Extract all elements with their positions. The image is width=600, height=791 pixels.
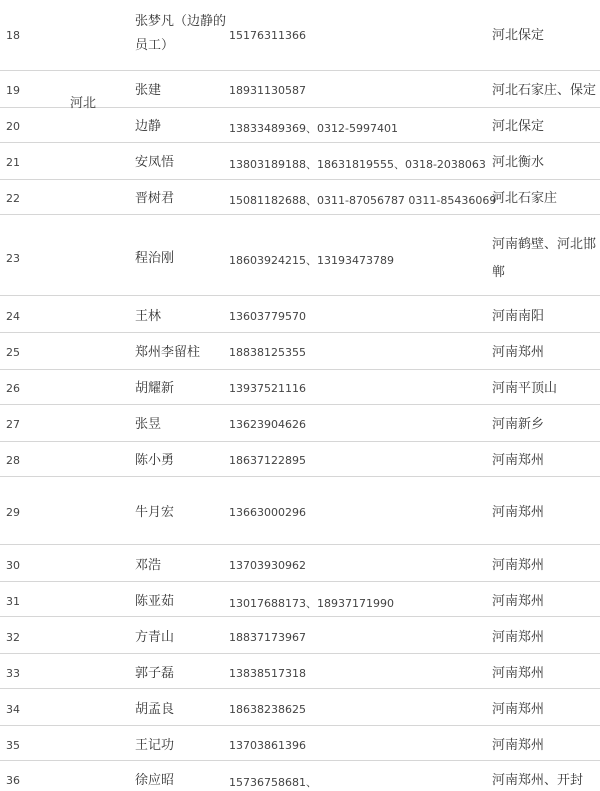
table-row <box>0 617 600 654</box>
contact-name <box>135 664 174 683</box>
contact-location-line: 河南郑州 <box>492 738 545 753</box>
table-row <box>0 143 600 180</box>
contact-location-line: 河南新乡 <box>492 417 545 432</box>
row-number: 26 <box>6 382 20 395</box>
table-row <box>0 180 600 215</box>
contact-location <box>492 591 544 612</box>
row-number: 32 <box>6 631 20 644</box>
contact-location <box>492 342 544 363</box>
contact-name <box>135 81 161 100</box>
contact-name-line: 王记功 <box>135 738 175 753</box>
contact-name-line: 胡耀新 <box>135 381 175 396</box>
row-number: 31 <box>6 595 20 608</box>
contact-phone: 13803189188、18631819555、0318-2038063 <box>229 158 486 171</box>
contact-phone: 18603924215、13193473789 <box>229 254 394 267</box>
row-number: 30 <box>6 559 20 572</box>
contact-name <box>135 117 161 136</box>
contact-phone: 13937521116 <box>229 382 306 395</box>
contact-name <box>135 700 174 719</box>
row-number: 19 <box>6 84 20 97</box>
contact-name-line: 程治刚 <box>135 251 175 266</box>
row-number: 23 <box>6 252 20 265</box>
contact-name <box>135 451 174 470</box>
contact-location <box>492 699 544 720</box>
contact-name-line: 胡孟良 <box>135 702 175 717</box>
contact-name-line: 方青山 <box>135 630 175 645</box>
contact-name <box>135 628 174 647</box>
contact-location <box>492 450 544 471</box>
contact-name-line: 边静 <box>135 119 162 134</box>
table-row <box>0 442 600 477</box>
contact-location <box>492 306 544 327</box>
row-number: 22 <box>6 192 20 205</box>
contact-location-line: 河南郑州 <box>492 505 545 520</box>
contact-name <box>135 153 174 172</box>
contact-location <box>492 80 596 101</box>
contact-location-line: 河南郑州 <box>492 630 545 645</box>
contact-name-line: 张建 <box>135 83 162 98</box>
contact-location-line: 河北保定 <box>492 119 545 134</box>
row-number: 28 <box>6 454 20 467</box>
table-row <box>0 370 600 405</box>
contact-name-line: 张梦凡（边静的 <box>135 14 227 29</box>
row-number: 20 <box>6 120 20 133</box>
table-row <box>0 689 600 726</box>
contact-name <box>135 189 174 208</box>
contact-phone: 18931130587 <box>229 84 306 97</box>
row-number: 25 <box>6 346 20 359</box>
contact-location-line: 河南南阳 <box>492 309 545 324</box>
table-row <box>0 296 600 333</box>
contact-name-line: 郑州李留柱 <box>135 345 201 360</box>
contact-name-line: 张昱 <box>135 417 162 432</box>
contact-name <box>135 379 174 398</box>
table-row <box>0 333 600 370</box>
contact-name <box>135 503 174 522</box>
contact-name-line: 安凤悟 <box>135 155 175 170</box>
row-number: 21 <box>6 156 20 169</box>
contact-phone: 18637122895 <box>229 454 306 467</box>
contact-location-line: 河北衡水 <box>492 155 545 170</box>
table-row <box>0 405 600 442</box>
contact-phone: 15736758681、 <box>229 776 317 789</box>
contact-phone: 18638238625 <box>229 703 306 716</box>
row-number: 34 <box>6 703 20 716</box>
contact-phone: 13603779570 <box>229 310 306 323</box>
contact-location-line: 河南郑州 <box>492 453 545 468</box>
contact-location-line: 河南郑州 <box>492 666 545 681</box>
contact-location-line: 河北石家庄 <box>492 191 558 206</box>
contact-name <box>135 736 174 755</box>
contact-location <box>492 378 557 399</box>
row-number: 36 <box>6 774 20 787</box>
contact-phone: 13623904626 <box>229 418 306 431</box>
contact-phone: 13833489369、0312-5997401 <box>229 122 398 135</box>
contact-location-line: 河南郑州 <box>492 345 545 360</box>
contact-location <box>492 555 544 576</box>
row-number: 18 <box>6 29 20 42</box>
contact-location-line: 河南平顶山 <box>492 381 558 396</box>
contact-location-line: 河南鹤壁、河北邯 <box>492 237 597 252</box>
table-row <box>0 654 600 689</box>
table-row <box>0 726 600 761</box>
row-number: 29 <box>6 506 20 519</box>
contact-name-line: 陈亚茹 <box>135 594 175 609</box>
contact-location <box>492 116 544 137</box>
contact-location-line: 河南郑州、开封 <box>492 773 584 788</box>
contact-location <box>492 188 557 209</box>
table-row <box>0 108 600 143</box>
contact-location <box>492 25 544 46</box>
contact-name <box>135 556 161 575</box>
contact-location <box>492 735 544 756</box>
contact-phone: 13838517318 <box>229 667 306 680</box>
contact-location-line: 河北保定 <box>492 28 545 43</box>
contact-location-line: 河南郑州 <box>492 558 545 573</box>
table-row <box>0 215 600 296</box>
province-label: 河北 <box>70 96 97 111</box>
row-number: 27 <box>6 418 20 431</box>
table-row <box>0 0 600 71</box>
contact-name-line: 牛月宏 <box>135 505 175 520</box>
contact-location-line: 河北石家庄、保定 <box>492 83 597 98</box>
contact-name <box>135 592 174 611</box>
row-number: 35 <box>6 739 20 752</box>
table-row <box>0 545 600 582</box>
row-number: 33 <box>6 667 20 680</box>
contact-name-line: 员工） <box>135 38 175 53</box>
contact-name <box>135 307 161 326</box>
contact-phone: 13663000296 <box>229 506 306 519</box>
contact-location <box>492 234 596 283</box>
table-row <box>0 761 600 791</box>
contact-name <box>135 415 161 434</box>
contact-name <box>135 249 174 268</box>
contact-name-line: 邓浩 <box>135 558 162 573</box>
contact-location <box>492 414 544 435</box>
table-row <box>0 477 600 545</box>
contact-phone: 15176311366 <box>229 29 306 42</box>
contact-location <box>492 663 544 684</box>
contact-location <box>492 152 544 173</box>
contact-location-line: 郸 <box>492 265 506 280</box>
contact-phone: 13703861396 <box>229 739 306 752</box>
contact-location <box>492 770 583 791</box>
contact-name-line: 徐应昭 <box>135 773 175 788</box>
contact-name-line: 王林 <box>135 309 162 324</box>
contact-phone: 18837173967 <box>229 631 306 644</box>
contact-name <box>135 343 200 362</box>
contact-location <box>492 502 544 523</box>
contact-name-line: 陈小勇 <box>135 453 175 468</box>
contact-phone: 13703930962 <box>229 559 306 572</box>
contact-location-line: 河南郑州 <box>492 594 545 609</box>
contact-name <box>135 12 226 55</box>
table-row <box>0 582 600 617</box>
contact-name-line: 郭子磊 <box>135 666 175 681</box>
contact-location <box>492 627 544 648</box>
contact-location-line: 河南郑州 <box>492 702 545 717</box>
contact-phone: 15081182688、0311-87056787 0311-85436069 <box>229 194 497 207</box>
contact-name <box>135 771 174 790</box>
contact-phone: 18838125355 <box>229 346 306 359</box>
contact-name-line: 晋树君 <box>135 191 175 206</box>
contact-phone: 13017688173、18937171990 <box>229 597 394 610</box>
row-number: 24 <box>6 310 20 323</box>
